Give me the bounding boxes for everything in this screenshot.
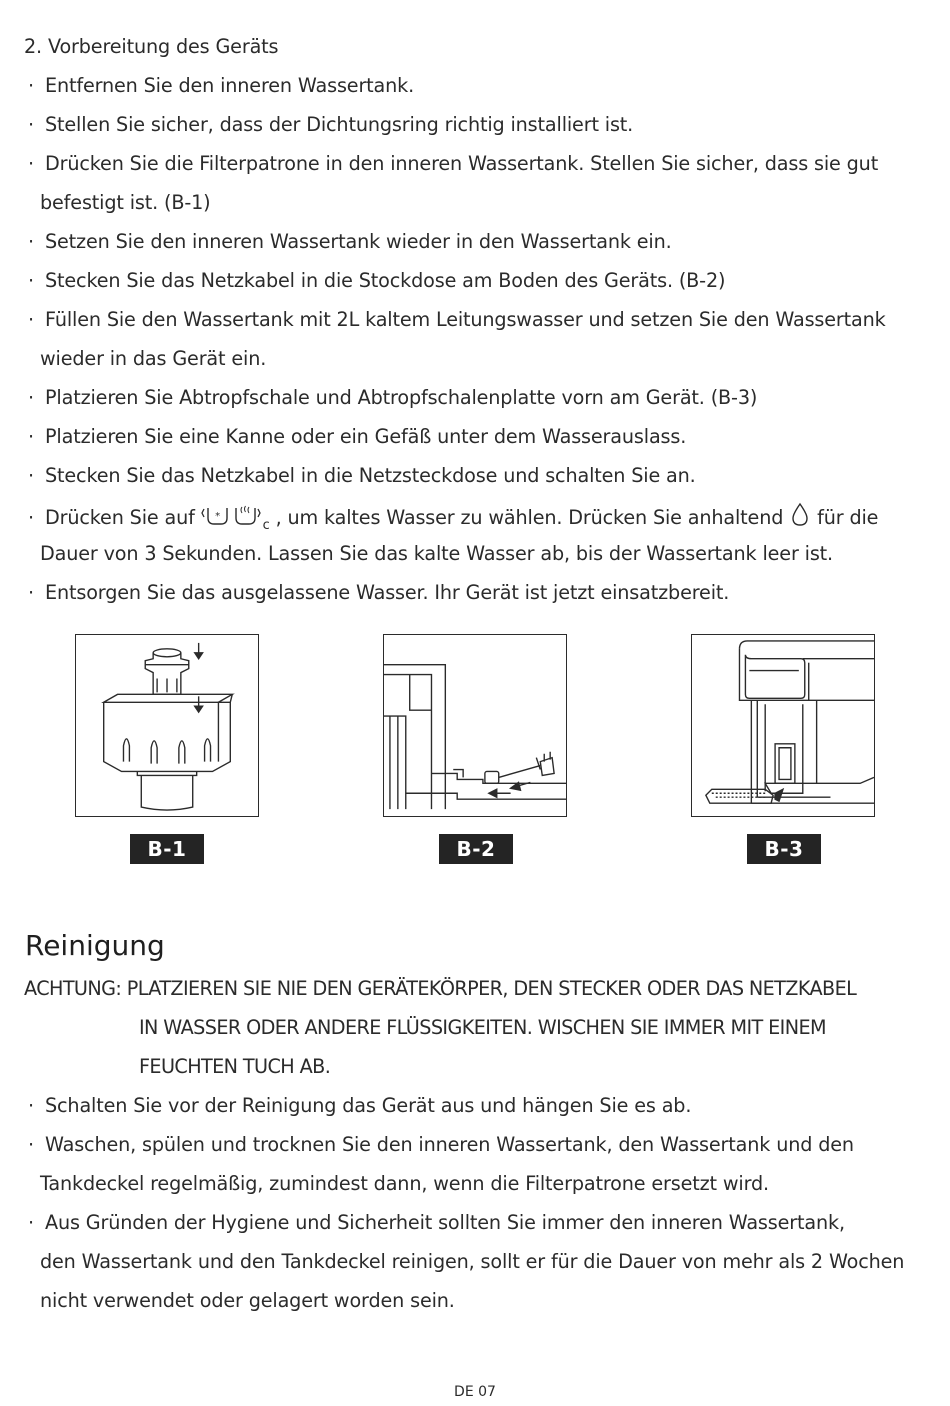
list-item <box>28 151 878 177</box>
list-item-continuation: nicht verwendet oder gelagert worden sein. <box>40 1289 455 1312</box>
bullet: · <box>28 1094 34 1117</box>
svg-text:*: * <box>214 511 220 522</box>
list-item-text: , um kaltes Wasser zu wählen. Drücken Sie anhaltend <box>275 506 784 529</box>
section-heading-cleaning: Reinigung <box>25 929 165 962</box>
bullet: · <box>28 506 34 529</box>
list-item-text: Stecken Sie das Netzkabel in die Stockdose am Boden des Geräts. (B-2) <box>45 269 726 292</box>
bullet: · <box>28 74 34 97</box>
bullet: · <box>28 269 34 292</box>
list-item <box>28 1210 845 1236</box>
filter-cartridge-icon <box>76 635 258 816</box>
list-item-text: Platzieren Sie eine Kanne oder ein Gefäß unter dem Wasserauslass. <box>45 425 687 448</box>
icon-subscript: c <box>262 518 270 533</box>
bullet: · <box>28 581 34 604</box>
list-item-text: Füllen Sie den Wassertank mit 2L kaltem Leitungswasser und setzen Sie den Wassertank <box>45 308 886 331</box>
warning-text: IN WASSER ODER ANDERE FLÜSSIGKEITEN. WISCHEN SIE IMMER MIT EINEM <box>139 1016 826 1039</box>
bullet: · <box>28 152 34 175</box>
list-item-text: Waschen, spülen und trocknen Sie den inneren Wassertank, den Wassertank und den <box>45 1133 854 1156</box>
list-item-text: Entfernen Sie den inneren Wassertank. <box>45 74 415 97</box>
page-number: DE 07 <box>454 1384 496 1400</box>
figure-label-b1: B-1 <box>130 834 204 864</box>
figure-label-b3: B-3 <box>747 834 821 864</box>
bullet: · <box>28 1211 34 1234</box>
list-item <box>28 1132 854 1158</box>
list-item <box>28 502 878 535</box>
figure-label-b2: B-2 <box>439 834 513 864</box>
list-item-continuation: wieder in das Gerät ein. <box>40 347 267 370</box>
list-item <box>28 1093 691 1119</box>
section-title-preparation: 2. Vorbereitung des Geräts <box>24 35 279 58</box>
list-item-continuation: Dauer von 3 Sekunden. Lassen Sie das kalte Wasser ab, bis der Wassertank leer ist. <box>40 542 833 565</box>
bullet: · <box>28 425 34 448</box>
list-item-text: Drücken Sie die Filterpatrone in den inneren Wassertank. Stellen Sie sicher, dass sie gut <box>45 152 879 175</box>
list-item <box>28 73 414 99</box>
bullet: · <box>28 386 34 409</box>
drip-tray-icon <box>692 635 874 816</box>
warning-text: FEUCHTEN TUCH AB. <box>139 1055 331 1078</box>
list-item <box>28 463 696 489</box>
list-item <box>28 268 725 294</box>
water-drop-icon <box>789 502 811 535</box>
list-item-text: Drücken Sie auf <box>45 506 195 529</box>
list-item-text: Setzen Sie den inneren Wassertank wieder in den Wassertank ein. <box>45 230 672 253</box>
figure-b2-power-cord <box>383 634 567 817</box>
list-item <box>28 229 672 255</box>
list-item-continuation: befestigt ist. (B-1) <box>40 191 211 214</box>
list-item-text: Aus Gründen der Hygiene und Sicherheit sollten Sie immer den inneren Wassertank, <box>45 1211 845 1234</box>
list-item-text: für die <box>817 506 879 529</box>
list-item-continuation: den Wassertank und den Tankdeckel reinigen, sollt er für die Dauer von mehr als 2 Wochen <box>40 1250 905 1273</box>
bullet: · <box>28 1133 34 1156</box>
list-item-text: Stellen Sie sicher, dass der Dichtungsring richtig installiert ist. <box>45 113 634 136</box>
bullet: · <box>28 308 34 331</box>
list-item-text: Platzieren Sie Abtropfschale und Abtropfschalenplatte vorn am Gerät. (B-3) <box>45 386 758 409</box>
bullet: · <box>28 230 34 253</box>
list-item <box>28 580 729 606</box>
warning-text: ACHTUNG: PLATZIEREN SIE NIE DEN GERÄTEKÖRPER, DEN STECKER ODER DAS NETZKABEL <box>24 977 857 1000</box>
list-item-continuation: Tankdeckel regelmäßig, zumindest dann, wenn die Filterpatrone ersetzt wird. <box>40 1172 769 1195</box>
list-item <box>28 424 686 450</box>
figure-b1-filter-cartridge <box>75 634 259 817</box>
list-item-text: Schalten Sie vor der Reinigung das Gerät aus und hängen Sie es ab. <box>45 1094 692 1117</box>
list-item <box>28 385 757 411</box>
list-item <box>28 307 886 333</box>
figure-b3-drip-tray <box>691 634 875 817</box>
list-item-text: Stecken Sie das Netzkabel in die Netzsteckdose und schalten Sie an. <box>45 464 696 487</box>
bullet: · <box>28 464 34 487</box>
power-cord-icon <box>384 635 566 816</box>
list-item <box>28 112 633 138</box>
list-item-text: Entsorgen Sie das ausgelassene Wasser. Ihr Gerät ist jetzt einsatzbereit. <box>45 581 730 604</box>
bullet: · <box>28 113 34 136</box>
